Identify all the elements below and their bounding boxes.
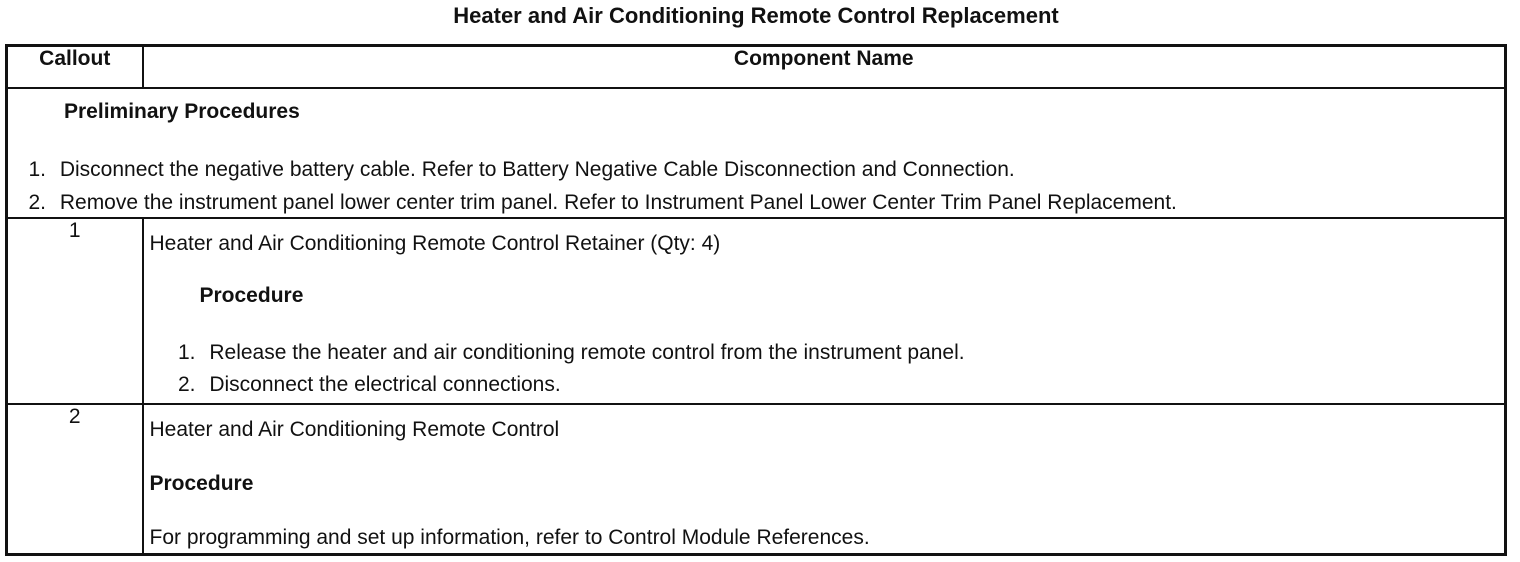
component-table (5, 44, 1507, 556)
preliminary-heading: Preliminary Procedures (64, 100, 300, 123)
procedure-steps (144, 337, 965, 401)
list-item (8, 186, 1177, 219)
preliminary-steps (8, 153, 1177, 219)
table-row (7, 218, 1506, 404)
preliminary-cell (7, 88, 1506, 218)
component-name: Heater and Air Conditioning Remote Control Retainer (Qty: 4) (149, 232, 721, 255)
preliminary-row (7, 88, 1506, 218)
component-name: Heater and Air Conditioning Remote Control (149, 418, 560, 441)
callout-cell: 2 (7, 404, 143, 555)
table-header-row (7, 46, 1506, 89)
step-text: Release the heater and air conditioning remote control from the instrument panel. (209, 341, 965, 364)
step-number: 1. (28, 158, 46, 181)
step-text: Disconnect the electrical connections. (209, 373, 561, 396)
component-cell (143, 404, 1506, 555)
component-cell (143, 218, 1506, 404)
callout-cell: 1 (7, 218, 143, 404)
list-item (144, 337, 965, 369)
table-row (7, 404, 1506, 555)
procedure-heading: Procedure (149, 472, 254, 495)
step-text: Remove the instrument panel lower center trim panel. Refer to Instrument Panel Lower Center Trim Panel Replacement. (59, 191, 1177, 214)
list-item (8, 153, 1177, 186)
step-number: 2. (177, 373, 196, 396)
reference-note: For programming and set up information, refer to Control Module References. (149, 526, 870, 549)
callout-header: Callout (7, 46, 143, 89)
document-title: Heater and Air Conditioning Remote Control Replacement (453, 3, 1059, 28)
step-number: 1. (177, 341, 196, 364)
procedure-heading: Procedure (199, 284, 304, 307)
list-item (144, 369, 965, 401)
step-number: 2. (28, 191, 46, 214)
step-text: Disconnect the negative battery cable. Refer to Battery Negative Cable Disconnection and Connection. (59, 158, 1015, 181)
component-name-header: Component Name (143, 46, 1506, 89)
